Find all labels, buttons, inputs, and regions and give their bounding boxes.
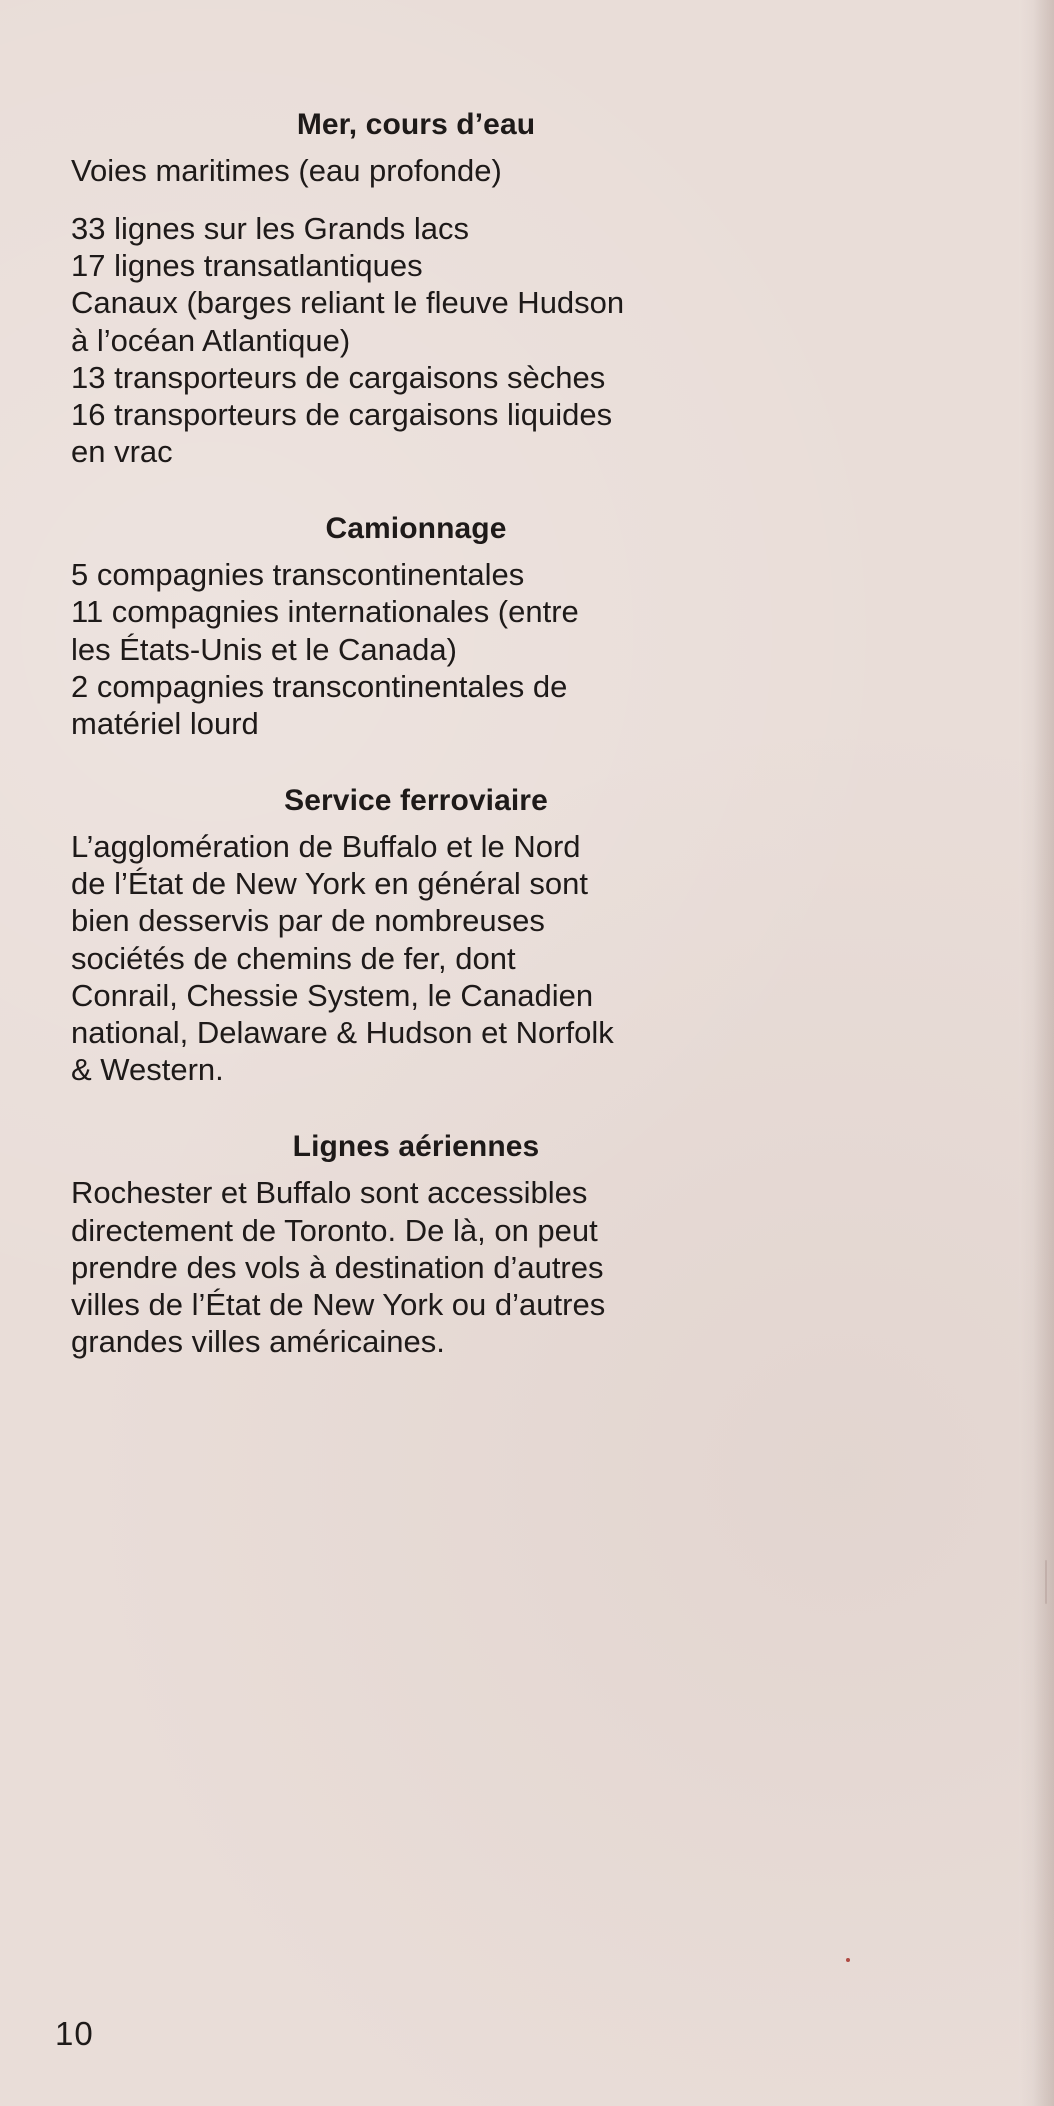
- text-line: 16 transporteurs de cargaisons liquides: [71, 397, 613, 433]
- text-line: les États-Unis et le Canada): [71, 631, 457, 667]
- text-line: matériel lourd: [71, 706, 259, 742]
- section-heading: Service ferroviaire: [284, 784, 548, 818]
- section-water-transport: [71, 108, 761, 470]
- ink-speck: [846, 1958, 850, 1962]
- section-lines: [71, 828, 761, 1088]
- text-line: 11 compagnies internationales (entre: [71, 594, 579, 630]
- text-line: 33 lignes sur les Grands lacs: [71, 211, 470, 247]
- section-heading: Lignes aériennes: [292, 1130, 540, 1164]
- section-lines: [71, 556, 761, 742]
- text-line: national, Delaware & Hudson et Norfolk: [71, 1015, 614, 1051]
- text-line: villes de l’État de New York ou d’autres: [71, 1286, 606, 1322]
- section-rail-service: [71, 784, 761, 1088]
- section-trucking: [71, 512, 761, 742]
- section-heading: Mer, cours d’eau: [296, 108, 536, 141]
- text-line: grandes villes américaines.: [71, 1324, 445, 1360]
- text-line: sociétés de chemins de fer, dont: [71, 940, 516, 976]
- section-intro: Voies maritimes (eau profonde): [71, 152, 502, 188]
- text-line: Canaux (barges reliant le fleuve Hudson: [71, 285, 625, 321]
- section-lines: [71, 210, 761, 470]
- section-air-lines: [71, 1130, 761, 1360]
- text-line: prendre des vols à destination d’autres: [71, 1249, 604, 1285]
- text-line: L’agglomération de Buffalo et le Nord: [71, 829, 581, 865]
- text-line: 17 lignes transatlantiques: [71, 248, 423, 284]
- text-line: de l’État de New York en général sont: [71, 866, 589, 902]
- section-heading: Camionnage: [325, 512, 507, 546]
- text-line: Rochester et Buffalo sont accessibles: [71, 1175, 588, 1211]
- text-line: à l’océan Atlantique): [71, 322, 351, 358]
- text-line: en vrac: [71, 434, 173, 470]
- text-line: 2 compagnies transcontinentales de: [71, 668, 568, 704]
- paper-crease-mark: [1045, 1560, 1047, 1604]
- text-line: & Western.: [71, 1052, 224, 1088]
- text-line: Conrail, Chessie System, le Canadien: [71, 977, 594, 1013]
- main-content: [71, 108, 761, 1360]
- page-edge-shadow: [1016, 0, 1054, 2106]
- text-line: bien desservis par de nombreuses: [71, 903, 545, 939]
- text-line: 13 transporteurs de cargaisons sèches: [71, 359, 606, 395]
- text-line: 5 compagnies transcontinentales: [71, 557, 525, 593]
- text-line: directement de Toronto. De là, on peut: [71, 1212, 598, 1248]
- section-lines: [71, 1174, 761, 1360]
- page-number: 10: [55, 2015, 94, 2052]
